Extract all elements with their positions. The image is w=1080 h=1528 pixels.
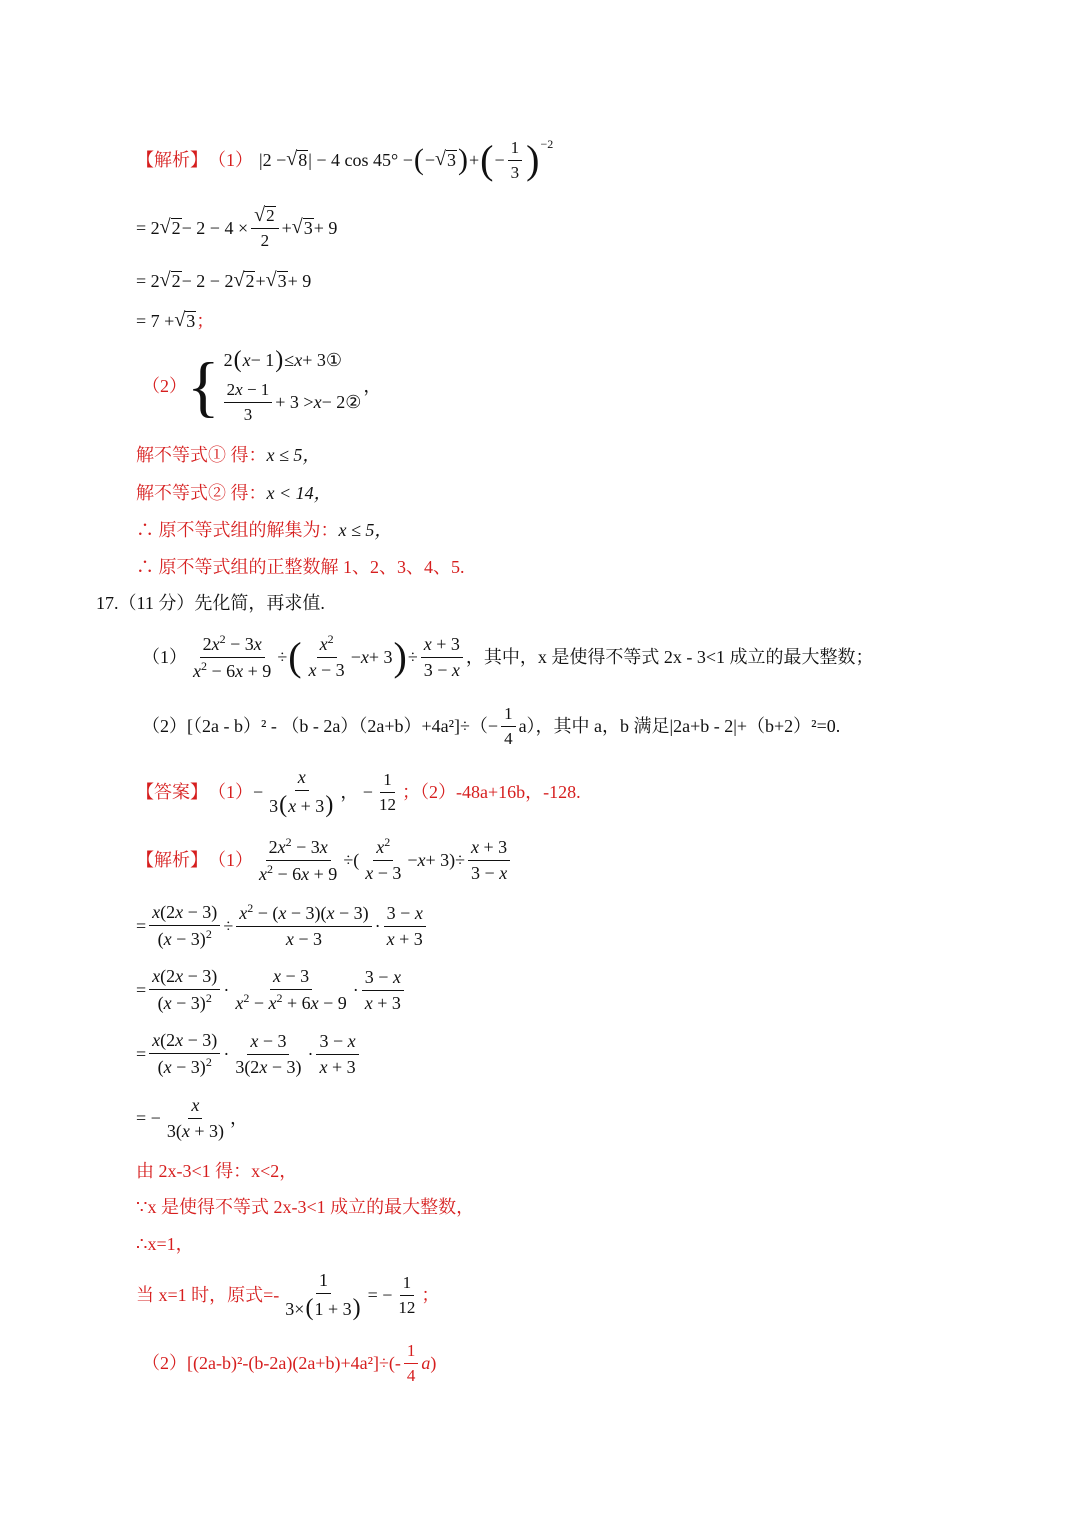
p17-question1: （1） $\frac{2x^2 - 3x}{x^2 - 6x + 9}$ ÷ ( $\frac{x^2}{x - 3}$ − x + 3 ) ÷ $\frac{x + 3}{3 - x}$ ，其中，x 是使得不等式 2x - 3<1 成立的最大整数； [142,631,874,681]
p17-step3: = $\frac{x(2x - 3)}{(x - 3)^2}$ · $\frac{x - 3}{3(2x - 3)}$ · $\frac{3 - x}{x + 3}$ [136,1028,362,1080]
p17-analysis-line: 【解析】 （1） $\frac{2x^2 - 3x}{x^2 - 6x + 9}$ ÷( $\frac{x^2}{x - 3}$ − x + 3)÷ $\frac{x + 3}{3 - x}$ [136,834,513,886]
solution-set: ∴ 原不等式组的解集为： x ≤ 5， [136,520,393,540]
p17-therefore: ∴x=1， [136,1234,194,1254]
p16-step1: = 2 √ 2 − 2 − 4 × √ 2 2 + √ 3 + 9 [136,204,338,251]
positive-integer-solutions: ∴ 原不等式组的正整数解 1、2、3、4、5. [136,557,465,577]
system-eq1: 2 ( x − 1 ) ≤ x + 3① [223,346,342,373]
system-eq2: $\frac{2x - 1}{3}$ + 3 > x − 2② [224,380,362,424]
p17-answer: 【答案】 （1） − $\frac{x}{3(x + 3)}$ ， − $\frac{1}{12}$ ；（2）-48a+16b，-128. [136,767,581,818]
p16-step2: = 2 √ 2 − 2 − 2 √ 2 + √ 3 + 9 [136,269,312,292]
p17-heading: 17.（11 分）先化简，再求值. [96,593,325,613]
part-label: （2） [142,376,187,396]
p17-step4: = − $\frac{x}{3(x + 3)}$ ， [136,1094,248,1141]
part-label: （1） [208,150,253,170]
p16-system: （2） { 2 ( x − 1 ) ≤ x + 3① $\frac{2x - 1}{3}$ + 3 > x − 2② ， [142,346,382,424]
left-brace: { [187,348,220,424]
p16-step3: = 7 + √ 3 ； [136,309,215,332]
q1-condition: ，其中，x 是使得不等式 2x - 3<1 成立的最大整数； [465,647,874,667]
p17-part2-line: （2） [(2a-b)²-(b-2a)(2a+b)+4a²]÷(- $\frac{1}{4}$ a ) [142,1340,437,1385]
solve-ineq1: 解不等式① 得： x ≤ 5， [136,445,321,465]
p17-solve-ineq: 由 2x-3<1 得：x<2， [136,1161,298,1181]
p17-step2: = $\frac{x(2x - 3)}{(x - 3)^2}$ · $\frac{x - 3}{x^2 - x^2 + 6x - 9}$ · $\frac{3 - x}{x + 3}$ [136,964,407,1016]
answer-label: 【答案】 [136,782,208,802]
p16-expression: |2 − √ 8 | − 4 cos 45° − ( − √ 3 ) + ( − $\frac{1}{3}$ ) $^{-2}$ [259,136,554,182]
analysis-label: 【解析】 [136,150,208,170]
p17-question2: （2）[（2a - b）² - （b - 2a）（2a+b）+4a²]÷（− $\frac{1}{4}$ a），其中 a，b 满足|2a+b - 2|+（b+2）²=0. [142,703,841,748]
analysis-label: 【解析】 [136,850,208,870]
solve-ineq2: 解不等式② 得： x < 14， [136,483,332,503]
p16-analysis-line [136,132,553,188]
p17-because: ∵x 是使得不等式 2x-3<1 成立的最大整数， [136,1197,475,1217]
p17-substitute: 当 x=1 时，原式=- $\frac{1}{3\times(1 + 3)}$ = − $\frac{1}{12}$ ； [136,1270,440,1321]
p17-step1: = $\frac{x(2x - 3)}{(x - 3)^2}$ ÷ $\frac{x^2 - (x - 3)(x - 3)}{x - 3}$ · $\frac{3 - x}{x + 3}$ [136,900,429,952]
